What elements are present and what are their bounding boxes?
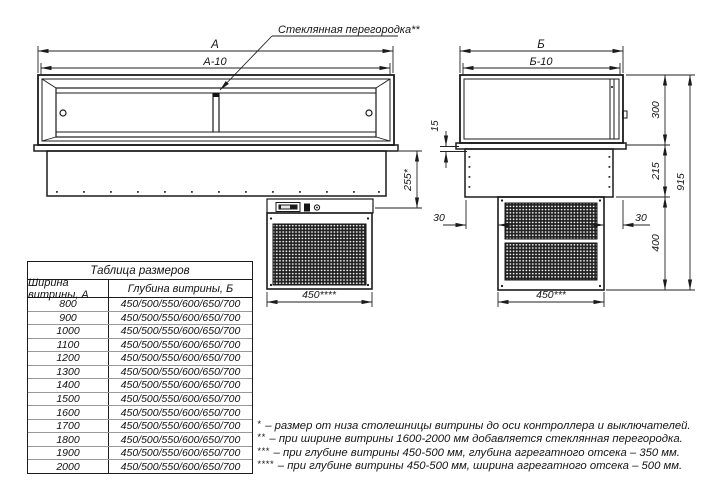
dim-label-30-right: 30 [635, 212, 647, 224]
cell-width: 1900 [28, 447, 109, 460]
door-handle-right [366, 110, 372, 116]
partition-label: Стеклянная перегородка** [278, 24, 420, 36]
dim-label-255: 255* [402, 169, 414, 191]
footnote [257, 460, 707, 473]
footnote [257, 420, 707, 433]
size-table-title: Таблица размеров [28, 262, 252, 280]
cell-depth: 450/500/550/600/650/700 [120, 460, 241, 473]
dim-label-a: А [211, 39, 219, 51]
table-row [28, 339, 252, 353]
table-row [28, 298, 252, 312]
cell-width: 800 [28, 298, 109, 311]
partition-leader [220, 36, 398, 90]
table-row [28, 406, 252, 420]
footnote-marker: ** [257, 432, 266, 444]
dim-label-400: 400 [650, 234, 662, 252]
footnote-text: – при глубине витрины 450-500 мм, ширина агрегатного отсека – 500 мм. [277, 460, 683, 473]
cell-depth: 450/500/550/600/650/700 [120, 352, 241, 365]
size-table [27, 261, 253, 474]
cell-width: 900 [28, 312, 109, 325]
dim-label-a-10: А-10 [203, 56, 227, 68]
dim-label-15: 15 [430, 120, 441, 132]
side-base [465, 149, 613, 197]
cell-width: 1000 [28, 325, 109, 338]
dim-label-b-10: Б-10 [529, 56, 553, 68]
table-row [28, 393, 252, 407]
sliding-doors [60, 93, 372, 132]
side-vent-grille-bottom [505, 243, 597, 280]
cell-width: 2000 [28, 460, 109, 473]
footnote [257, 433, 707, 446]
dim-label-30-left: 30 [433, 212, 445, 224]
footnote-marker: * [257, 419, 262, 430]
cell-width: 1600 [28, 406, 109, 419]
table-row [28, 366, 252, 380]
footnote [257, 447, 707, 460]
cell-width: 1400 [28, 379, 109, 392]
dim-label-b: Б [537, 39, 545, 51]
cell-depth: 450/500/550/600/650/700 [120, 298, 241, 311]
cell-depth: 450/500/550/600/650/700 [120, 447, 241, 460]
side-base-screws [469, 156, 611, 188]
cell-depth: 450/500/550/600/650/700 [120, 311, 241, 324]
cell-width: 1200 [28, 352, 109, 365]
col-header-width: Ширина витрины, А [28, 280, 109, 297]
power-switch [304, 204, 310, 212]
footnotes [257, 420, 707, 474]
footnote-text: – при ширине витрины 1600-2000 мм добавляется стеклянная перегородка. [269, 433, 683, 446]
table-row [28, 379, 252, 393]
front-base-vents [56, 191, 380, 193]
front-vent-grille [273, 224, 366, 285]
door-handle-left [60, 110, 66, 116]
cell-width: 1800 [28, 433, 109, 446]
dim-label-450-depth: 450*** [536, 289, 566, 301]
front-case [38, 75, 394, 145]
size-table-header [28, 276, 252, 301]
cell-depth: 450/500/550/600/650/700 [120, 338, 241, 351]
cell-depth: 450/500/550/600/650/700 [120, 325, 241, 338]
footnote-marker: *** [257, 445, 270, 457]
table-row [28, 460, 252, 473]
col-header-depth: Глубина витрины, Б [127, 282, 234, 295]
cell-depth: 450/500/550/600/650/700 [120, 392, 241, 405]
cell-width: 1700 [28, 420, 109, 433]
dim-label-915: 915 [675, 173, 687, 191]
dim-label-215: 215 [650, 162, 662, 180]
cell-depth: 450/500/550/600/650/700 [120, 420, 241, 433]
cell-width: 1100 [28, 339, 109, 352]
side-view [430, 39, 695, 307]
dim-label-450-width: 450**** [302, 289, 336, 301]
cell-width: 1300 [28, 366, 109, 379]
front-unit-compartment [267, 213, 372, 289]
cell-depth: 450/500/550/600/650/700 [120, 379, 241, 392]
controller-panel [267, 199, 373, 213]
side-unit-compartment [498, 197, 604, 290]
side-case [460, 75, 627, 143]
side-vent-grille-top [505, 203, 597, 239]
front-base [47, 151, 386, 196]
table-row [28, 312, 252, 326]
dim-controller-height [375, 151, 422, 208]
table-row [28, 420, 252, 434]
cell-depth: 450/500/550/600/650/700 [120, 406, 241, 419]
dim-label-300: 300 [650, 101, 662, 119]
footnote-text: – при глубине витрины 450-500 мм, глубина агрегатного отсека – 350 мм. [273, 446, 680, 459]
footnote-marker: **** [257, 459, 274, 471]
cell-width: 1500 [28, 393, 109, 406]
cell-depth: 450/500/550/600/650/700 [120, 433, 241, 446]
table-row [28, 352, 252, 366]
dim-gap-left [443, 200, 512, 229]
cell-depth: 450/500/550/600/650/700 [120, 365, 241, 378]
footnote-text: – размер от низа столешницы витрины до оси контроллера и выключателей. [265, 420, 691, 432]
table-row [28, 325, 252, 339]
glass-partition [213, 93, 219, 97]
table-row [28, 447, 252, 461]
table-row [28, 433, 252, 447]
